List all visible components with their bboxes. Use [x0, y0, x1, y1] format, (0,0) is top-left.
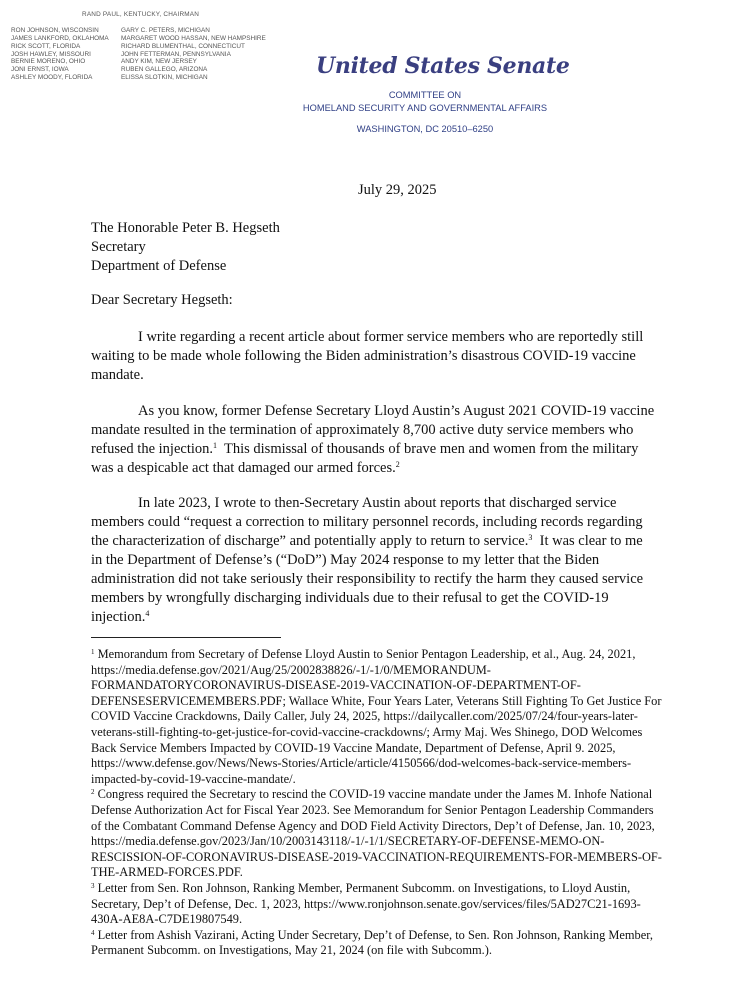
committee-address: WASHINGTON, DC 20510–6250 — [356, 124, 494, 134]
footnote-link[interactable]: https://media.defense.gov/2023/Jan/10/2003143118/-1/-1/1/SECRETARY-OF-DEFENSE-MEMO-ON- — [91, 834, 605, 849]
footnote-number: 2 — [91, 788, 95, 797]
footnote-text: Letter from Sen. Ron Johnson, Ranking Member, Permanent Subcomm. on Investigations, to Lloyd Austin, — [94, 880, 631, 895]
member-name: BERNIE MORENO, OHIO — [11, 58, 86, 66]
footnote-1 — [91, 647, 731, 787]
paragraph-text: refused the injection. — [91, 441, 213, 457]
member-name: ELISSA SLOTKIN, MICHIGAN — [121, 74, 208, 82]
minority-members-list — [121, 27, 266, 82]
footnote-2 — [91, 787, 731, 881]
footnote-line: veterans-still-fighting-to-get-justice-for-covid-vaccine-crackdowns/; Army Maj. Wes Shinego, DOD Welcomes — [91, 724, 643, 739]
letter-date: July 29, 2025 — [358, 182, 437, 198]
paragraph-line: members by wrongfully discharging individuals due to their refusal to get the COVID-19 — [91, 590, 609, 606]
paragraph-line: In late 2023, I wrote to then-Secretary Austin about reports that discharged service — [138, 495, 617, 511]
footnote-line — [91, 881, 731, 897]
footnote-link[interactable]: THE-ARMED-FORCES.PDF. — [91, 865, 243, 880]
footnote-link[interactable]: impacted-by-covid-19-vaccine-mandate/. — [91, 771, 296, 786]
paragraph-text: injection. — [91, 609, 146, 625]
committee-name: HOMELAND SECURITY AND GOVERNMENTAL AFFAIRS — [302, 103, 548, 113]
member-name: RUBEN GALLEGO, ARIZONA — [121, 66, 208, 74]
footnote-line: Secretary, Dep’t of Defense, Dec. 1, 2023, https://www.ronjohnson.senate.gov/services/files/5AD27C21-1693- — [91, 896, 641, 911]
paragraph-line: As you know, former Defense Secretary Lloyd Austin’s August 2021 COVID-19 vaccine — [138, 403, 655, 419]
footnote-ref-2[interactable]: 2 — [395, 460, 400, 469]
member-name: JOHN FETTERMAN, PENNSYLVANIA — [121, 50, 231, 58]
paragraph-line: I write regarding a recent article about former service members who are reportedly still — [138, 329, 644, 345]
member-name: RON JOHNSON, WISCONSIN — [11, 27, 99, 34]
paragraph-line — [91, 440, 724, 459]
footnote-text: Memorandum from Secretary of Defense Lloyd Austin to Senior Pentagon Leadership, et al., Aug. 24, 2021, — [94, 647, 636, 661]
paragraph-text: This dismissal of thousands of brave men and women from the military — [217, 441, 639, 457]
footnote-line: DEFENSESERVICEMEMBERS.PDF; Wallace White, Four Years Later, Veterans Still Fighting To Get Justice For — [91, 693, 662, 708]
footnote-link[interactable]: RESCISSION-OF-CORONAVIRUS-DISEASE-2019-VACCINATION-REQUIREMENTS-FOR-MEMBERS-OF- — [91, 849, 662, 864]
senate-wordmark: United States Senate — [316, 53, 570, 79]
recipient-block — [91, 219, 280, 276]
paragraph-line — [91, 608, 724, 627]
footnote-number: 3 — [91, 881, 95, 890]
footnote-link[interactable]: FORMANDATORYCORONAVIRUS-DISEASE-2019-VACCINATION-OF-DEPARTMENT-OF- — [91, 678, 581, 693]
member-name: MARGARET WOOD HASSAN, NEW HAMPSHIRE — [121, 34, 266, 42]
member-name: ANDY KIM, NEW JERSEY — [121, 58, 197, 66]
footnote-ref-3[interactable]: 3 — [528, 533, 533, 542]
paragraph-text: was a despicable act that damaged our armed forces. — [91, 460, 396, 476]
chairman-line: RAND PAUL, KENTUCKY, CHAIRMAN — [82, 11, 200, 18]
paragraph-text: It was clear to me — [532, 533, 643, 549]
paragraph-line — [91, 459, 724, 478]
member-name: GARY C. PETERS, MICHIGAN — [121, 27, 210, 34]
paragraph-2 — [91, 402, 724, 478]
footnote-line — [91, 928, 731, 944]
paragraph-line: in the Department of Defense’s (“DoD”) May 2024 response to my letter that the Biden — [91, 552, 600, 568]
member-name: ASHLEY MOODY, FLORIDA — [11, 74, 93, 82]
recipient-title: Secretary — [91, 239, 146, 255]
footnote-line: Permanent Subcomm. on Investigations, May 21, 2024 (on file with Subcomm.). — [91, 943, 492, 958]
footnote-link[interactable]: 430A-AE8A-C7DE19807549. — [91, 912, 243, 927]
footnote-4 — [91, 928, 731, 959]
member-name: RICK SCOTT, FLORIDA — [11, 42, 81, 50]
footnote-text: Congress required the Secretary to rescind the COVID-19 vaccine mandate under the James M. Inhofe National — [94, 787, 653, 802]
footnote-text: Letter from Ashish Vazirani, Acting Under Secretary, Dep’t of Defense, to Sen. Ron Johnson, Ranking Member, — [94, 927, 653, 942]
majority-members-list — [11, 27, 109, 82]
paragraph-line: members could “request a correction to military personnel records, including records regarding — [91, 514, 643, 530]
footnote-divider — [91, 637, 281, 638]
footnote-link[interactable]: https://www.defense.gov/News/News-Stories/Article/article/4150566/dod-welcomes-back-service-members- — [91, 756, 632, 771]
footnote-number: 4 — [91, 928, 95, 937]
footnote-line: Defense Authorization Act for Fiscal Year 2023. See Memorandum for Senior Pentagon Leadership Commanders — [91, 802, 654, 817]
salutation: Dear Secretary Hegseth: — [91, 292, 233, 308]
member-name: JAMES LANKFORD, OKLAHOMA — [11, 34, 109, 42]
paragraph-text: the characterization of discharge” and potentially apply to return to service. — [91, 533, 529, 549]
footnote-ref-4[interactable]: 4 — [145, 609, 150, 618]
recipient-name: The Honorable Peter B. Hegseth — [91, 220, 280, 236]
footnote-number: 1 — [91, 648, 95, 656]
footnote-link[interactable]: https://media.defense.gov/2021/Aug/25/2002838826/-1/-1/0/MEMORANDUM- — [91, 662, 491, 677]
member-name: JONI ERNST, IOWA — [11, 66, 69, 74]
footnote-ref-1[interactable]: 1 — [213, 441, 217, 450]
paragraph-3 — [91, 494, 724, 627]
footnote-line — [91, 787, 731, 803]
paragraph-line: mandate. — [91, 367, 144, 383]
member-name: RICHARD BLUMENTHAL, CONNECTICUT — [121, 42, 245, 50]
paragraph-line: mandate resulted in the termination of approximately 8,700 active duty service members who — [91, 422, 634, 438]
footnote-line: of the Combatant Command Defense Agency and DOD Field Activity Directors, Dep’t of Defense, Jan. 10, 2023, — [91, 818, 655, 833]
paragraph-line: administration did not take seriously their responsibility to rectify the harm they caused service — [91, 571, 644, 587]
footnotes — [91, 647, 731, 959]
recipient-department: Department of Defense — [91, 258, 227, 274]
paragraph-line: waiting to be made whole following the Biden administration’s disastrous COVID-19 vaccine — [91, 348, 636, 364]
footnote-line: Back Service Members Impacted by COVID-19 Vaccine Mandate, Department of Defense, April 9. 2025, — [91, 740, 616, 755]
footnote-3 — [91, 881, 731, 928]
member-name: JOSH HAWLEY, MISSOURI — [11, 50, 91, 58]
footnote-line — [91, 647, 731, 663]
paragraph-line — [91, 532, 724, 551]
committee-on-line: COMMITTEE ON — [388, 90, 462, 100]
footnote-line: COVID Vaccine Crackdowns, Daily Caller, July 24, 2025, https://dailycaller.com/2025/07/24/four-years-later- — [91, 709, 638, 724]
paragraph-1 — [91, 328, 724, 385]
